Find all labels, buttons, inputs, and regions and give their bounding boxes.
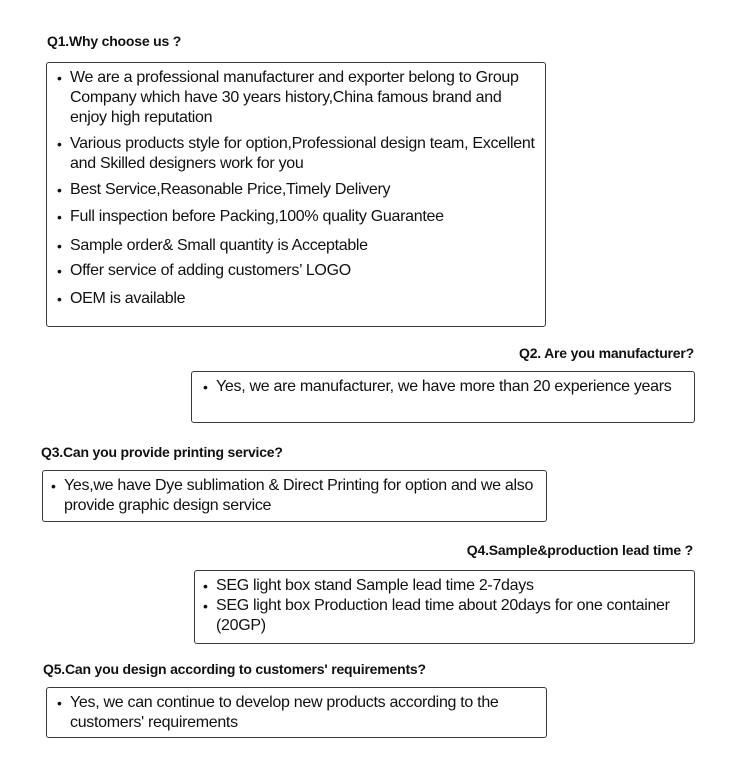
bullet-icon: • — [57, 238, 62, 254]
q1-list — [50, 68, 539, 309]
bullet-icon: • — [57, 182, 62, 198]
q4-answer-box — [194, 570, 695, 644]
q5-list — [50, 693, 540, 733]
q5-answer-box — [46, 687, 547, 738]
list-item: • Yes, we can continue to develop new products according to the customers' requirements — [57, 694, 499, 731]
q2-title: Q2. Are you manufacturer? — [519, 345, 694, 361]
bullet-icon: • — [57, 263, 62, 279]
bullet-icon: • — [57, 136, 62, 152]
bullet-icon: • — [51, 478, 56, 494]
q3-answer-box — [42, 470, 547, 522]
list-item: • SEG light box stand Sample lead time 2-7days — [203, 577, 534, 594]
bullet-icon: • — [203, 578, 208, 594]
bullet-icon: • — [57, 70, 62, 86]
list-item: • Best Service,Reasonable Price,Timely Delivery — [57, 181, 391, 198]
list-item: • Offer service of adding customers’ LOGO — [57, 262, 351, 279]
list-item: • Yes,we have Dye sublimation & Direct Printing for option and we also provide graphic design service — [51, 477, 534, 514]
list-item: • Yes, we are manufacturer, we have more than 20 experience years — [203, 378, 672, 395]
q2-answer-box — [191, 371, 695, 423]
q1-title: Q1.Why choose us ? — [47, 33, 182, 49]
list-item: • Various products style for option,Professional design team, Excellent and Skilled designers work for you — [57, 135, 535, 172]
q5-title: Q5.Can you design according to customers' requirements? — [43, 661, 426, 677]
q4-list — [196, 576, 688, 636]
bullet-icon: • — [57, 291, 62, 307]
q3-list — [44, 476, 540, 516]
bullet-icon: • — [203, 379, 208, 395]
bullet-icon: • — [57, 209, 62, 225]
list-item: • Sample order& Small quantity is Acceptable — [57, 237, 368, 254]
bullet-icon: • — [203, 598, 208, 614]
q1-answer-box — [46, 62, 546, 327]
q3-title: Q3.Can you provide printing service? — [41, 444, 283, 460]
q2-list — [196, 377, 686, 397]
q4-title: Q4.Sample&production lead time ? — [466, 542, 693, 558]
bullet-icon: • — [57, 695, 62, 711]
list-item: • Full inspection before Packing,100% quality Guarantee — [57, 208, 444, 225]
list-item: • SEG light box Production lead time about 20days for one container (20GP) — [203, 597, 670, 634]
list-item: • We are a professional manufacturer and exporter belong to Group Company which have 30 years history,China famous brand and enjoy high reputation — [57, 69, 519, 126]
list-item: • OEM is available — [57, 290, 186, 307]
